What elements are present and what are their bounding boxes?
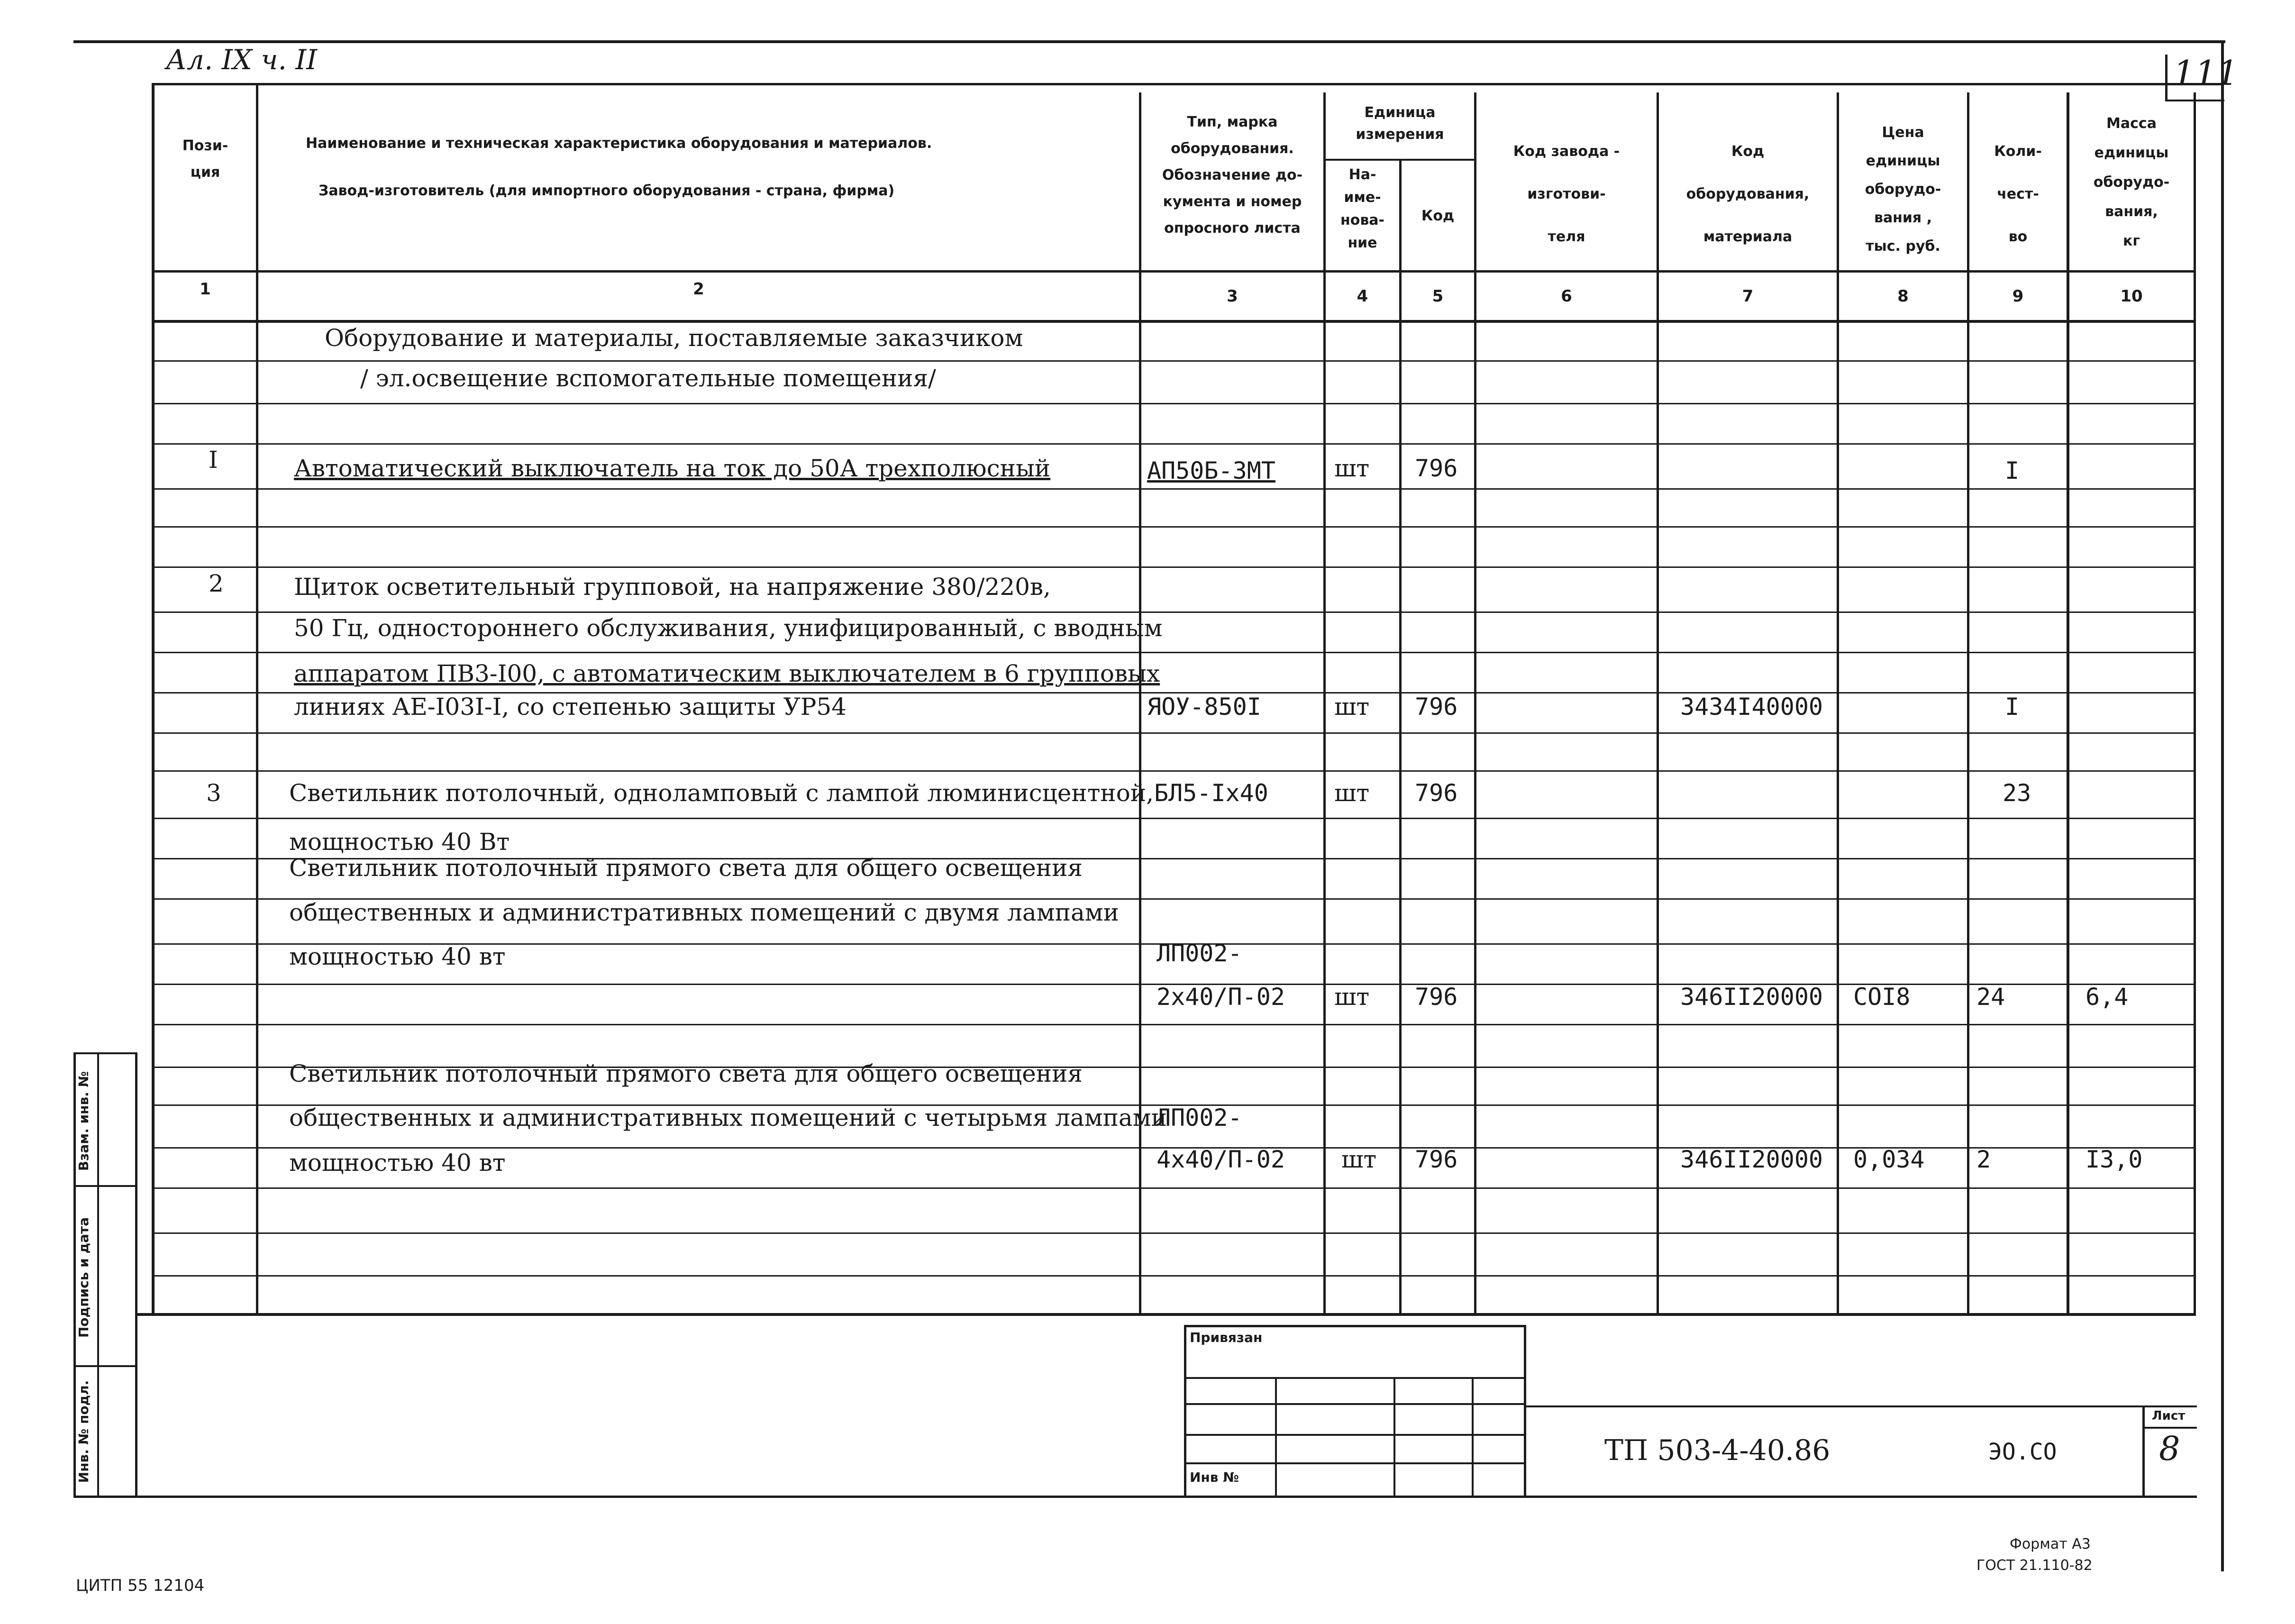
side-label-podpis: Подпись и дата — [76, 1217, 91, 1338]
header-col4: На- име- нова- ние — [1340, 166, 1385, 251]
row-name: линиях АЕ-I03I-I, со степенью защиты УР54 — [294, 693, 847, 721]
frame-top-inner — [154, 83, 2223, 85]
row-type: 4х40/П-02 — [1157, 1146, 1285, 1173]
row-unit: шт — [1334, 779, 1370, 807]
corner-box-left — [2165, 55, 2168, 100]
stamp-h4 — [1184, 1462, 1526, 1464]
row-name: Светильник потолочный прямого света для общего освещения — [289, 854, 1083, 882]
colnum-8: 8 — [1897, 287, 1909, 306]
header-col10: Масса единицы оборудо- вания, кг — [2093, 115, 2170, 249]
row-pos: I — [209, 446, 218, 474]
vline-c7 — [1837, 92, 1839, 1315]
row-mass: 6,4 — [2086, 983, 2129, 1011]
row-name: мощностью 40 Вт — [289, 828, 510, 856]
row-name: Щиток осветительный групповой, на напряжение 380/220в, — [294, 573, 1051, 601]
row-name: Оборудование и материалы, поставляемые заказчиком — [325, 324, 1023, 352]
colnum-5: 5 — [1432, 287, 1444, 306]
sheet-label: Лист — [2152, 1409, 2186, 1423]
stamp-left — [1184, 1325, 1186, 1496]
frame-bottom — [73, 1496, 2197, 1498]
row-divider — [152, 566, 2196, 568]
colnum-10: 10 — [2120, 287, 2143, 306]
row-divider — [152, 611, 2196, 613]
vline-c1 — [256, 83, 258, 1315]
stamp-right — [1524, 1325, 1526, 1496]
doc-code: ТП 503-4-40.86 — [1604, 1434, 1831, 1467]
stamp-v3 — [1472, 1377, 1474, 1496]
header-col5: Код — [1421, 208, 1455, 224]
row-type: 2х40/П-02 — [1157, 983, 1285, 1011]
vline-left — [152, 83, 155, 1315]
row-divider — [152, 526, 2196, 528]
page-corner-number: 111 — [2173, 53, 2239, 93]
sheet-number: 8 — [2159, 1429, 2180, 1468]
row-qty: 2 — [1976, 1146, 1991, 1173]
stamp-h3 — [1184, 1434, 1526, 1436]
row-qty: 23 — [2003, 779, 2031, 807]
row-divider — [152, 770, 2196, 772]
sheet-box-left — [2142, 1405, 2145, 1498]
row-divider — [152, 403, 2196, 404]
header-col3: Тип, марка оборудования. Обозначение до- кумента и номер опросного листа — [1162, 114, 1303, 237]
side-h3 — [73, 1365, 137, 1367]
row-name: / эл.освещение вспомогательные помещения/ — [360, 365, 936, 392]
stamp-privyazan: Привязан — [1190, 1330, 1263, 1345]
side-h2 — [73, 1185, 137, 1187]
row-qty: 24 — [1976, 983, 2005, 1011]
vline-c9 — [2067, 92, 2069, 1315]
top-note: Ал. IX ч. II — [166, 44, 318, 76]
colnum-7: 7 — [1742, 287, 1754, 306]
side-v-mid — [97, 1052, 99, 1497]
row-pos: 3 — [206, 779, 221, 807]
stamp-inv-label: Инв № — [1190, 1469, 1239, 1485]
row-divider — [152, 443, 2196, 445]
row-equip-code: 3434I40000 — [1680, 693, 1823, 721]
header-col2-line2: Завод-изготовитель (для импортного оборудования - страна, фирма) — [319, 182, 895, 199]
gost-label: ГОСТ 21.110-82 — [1976, 1557, 2093, 1574]
frame-left-inner — [135, 1052, 137, 1497]
row-type: БЛ5-Iх40 — [1154, 779, 1268, 807]
vline-c3 — [1323, 92, 1326, 1315]
row-price: СОI8 — [1853, 983, 1911, 1011]
row-name: Автоматический выключатель на ток до 50А трехполюсный — [294, 455, 1051, 482]
row-name: аппаратом ПВ3-I00, с автоматическим выключателем в 6 групповых — [294, 660, 1160, 687]
hline-header-bottom — [152, 270, 2196, 273]
stamp-v2 — [1393, 1377, 1395, 1496]
header-col9: Коли- чест- во — [1994, 143, 2042, 245]
row-divider — [152, 732, 2196, 734]
row-equip-code: 346II20000 — [1680, 1146, 1823, 1173]
row-divider — [152, 488, 2196, 490]
header-col8: Цена единицы оборудо- вания , тыс. руб. — [1865, 124, 1941, 255]
colnum-6: 6 — [1561, 287, 1572, 306]
row-equip-code: 346II20000 — [1680, 983, 1823, 1011]
row-type: АП50Б-3МТ — [1147, 457, 1275, 484]
header-col1: Пози- ция — [182, 137, 228, 181]
row-code: 796 — [1415, 1146, 1458, 1173]
colnum-3: 3 — [1227, 287, 1238, 306]
frame-top — [73, 40, 2225, 43]
row-pos: 2 — [209, 570, 224, 597]
colnum-1: 1 — [200, 280, 211, 299]
vline-c6 — [1657, 92, 1659, 1315]
hline-table-bottom — [137, 1313, 2196, 1316]
row-code: 796 — [1415, 455, 1458, 482]
vline-c10 — [2194, 92, 2196, 1315]
row-divider — [152, 360, 2196, 362]
header-col7: Код оборудования, материала — [1686, 143, 1810, 245]
side-h1 — [73, 1052, 137, 1054]
colnum-2: 2 — [693, 280, 704, 299]
row-unit: шт — [1334, 693, 1370, 721]
row-type: ЛП002- — [1157, 940, 1242, 967]
hline-units — [1323, 159, 1475, 161]
row-mass: I3,0 — [2086, 1146, 2143, 1173]
stamp-top — [1184, 1325, 1526, 1327]
row-divider — [152, 1024, 2196, 1025]
row-code: 796 — [1415, 983, 1458, 1011]
row-name: мощностью 40 вт — [289, 1149, 506, 1177]
vline-c5 — [1474, 92, 1476, 1315]
row-name: мощностью 40 вт — [289, 943, 506, 970]
hline-colnum-bottom — [152, 320, 2196, 323]
row-unit: шт — [1334, 455, 1370, 482]
header-units: Единица измерения — [1356, 104, 1444, 143]
row-divider — [152, 652, 2196, 653]
row-name: общественных и административных помещений с двумя лампами — [289, 899, 1119, 926]
row-name: Светильник потолочный прямого света для общего освещения — [289, 1060, 1083, 1087]
frame-right — [2221, 40, 2224, 1571]
format-label: Формат А3 — [2010, 1536, 2091, 1552]
row-qty: I — [2005, 457, 2020, 484]
row-name: 50 Гц, одностороннего обслуживания, унифицированный, с вводным — [294, 614, 1163, 642]
row-name: Светильник потолочный, одноламповый с лампой люминисцентной, — [289, 779, 1154, 807]
row-type: ЛП002- — [1157, 1104, 1242, 1131]
footer-left: ЦИТП 55 12104 — [76, 1576, 205, 1595]
row-name: общественных и административных помещений с четырьмя лампами — [289, 1104, 1167, 1131]
row-divider — [152, 1232, 2196, 1234]
sheet-box-mid — [2142, 1427, 2197, 1429]
stamp-h1 — [1184, 1377, 1526, 1379]
side-label-invpodl: Инв. № подл. — [76, 1380, 91, 1483]
title-block-top — [1524, 1405, 2197, 1407]
vline-c2 — [1139, 92, 1141, 1315]
row-code: 796 — [1415, 779, 1458, 807]
row-divider — [152, 1187, 2196, 1189]
row-unit: шт — [1334, 983, 1370, 1011]
colnum-4: 4 — [1357, 287, 1368, 306]
stamp-v1 — [1275, 1377, 1277, 1496]
row-code: 796 — [1415, 693, 1458, 721]
row-divider — [152, 818, 2196, 819]
row-price: 0,034 — [1853, 1146, 1925, 1173]
row-qty: I — [2005, 693, 2020, 721]
row-unit: шт — [1341, 1146, 1377, 1173]
side-label-vzam: Взам. инв. № — [76, 1071, 91, 1171]
header-col2-line1: Наименование и техническая характеристика оборудования и материалов. — [306, 135, 932, 152]
row-type: ЯОУ-850I — [1147, 693, 1261, 721]
row-divider — [152, 1275, 2196, 1277]
vline-c4 — [1399, 159, 1402, 1315]
section-code: ЭО.СО — [1988, 1439, 2057, 1465]
vline-c8 — [1967, 92, 1969, 1315]
stamp-h2 — [1184, 1403, 1526, 1405]
header-col6: Код завода - изготови- теля — [1513, 143, 1620, 245]
colnum-9: 9 — [2012, 287, 2024, 306]
